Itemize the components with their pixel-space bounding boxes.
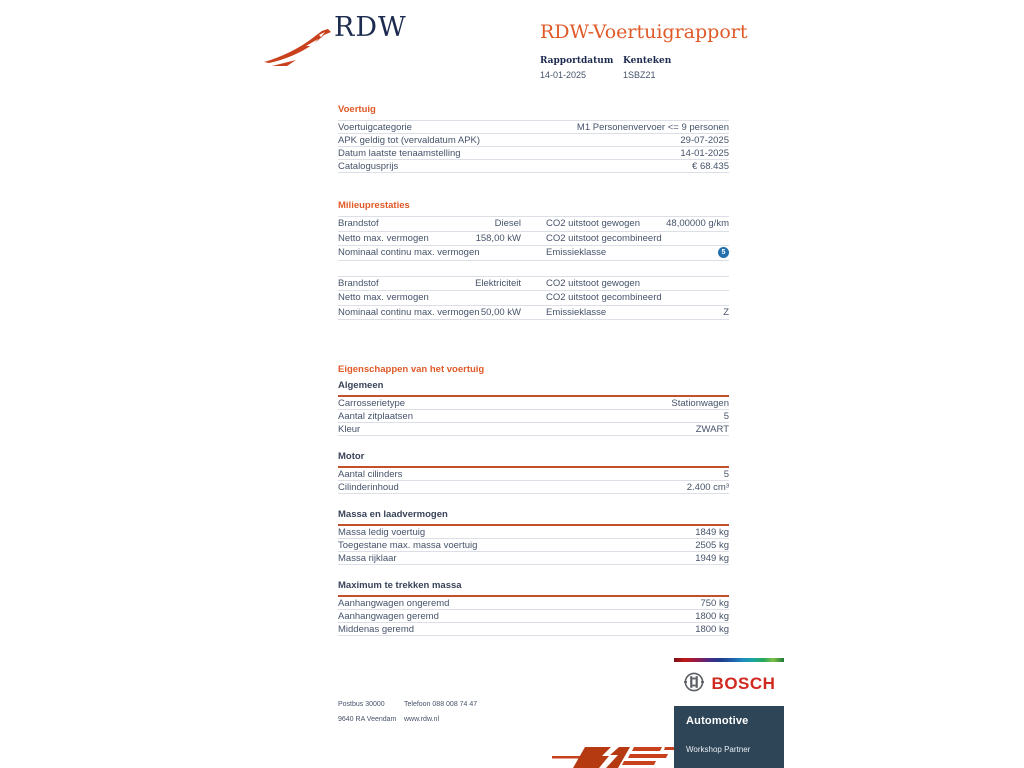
table-row	[338, 306, 729, 321]
row-label: Aantal cilinders	[338, 468, 403, 480]
row-label: CO2 uitstoot gewogen	[546, 277, 641, 289]
row-label: Massa ledig voertuig	[338, 526, 426, 538]
row-label: Catalogusprijs	[338, 160, 399, 172]
table-row	[338, 597, 729, 610]
voertuig-table	[338, 120, 729, 173]
row-value: ZWART	[695, 423, 729, 435]
row-label: Datum laatste tenaamstelling	[338, 147, 461, 159]
row-label: Netto max. vermogen	[338, 292, 429, 304]
bosch-wordmark: BOSCH	[711, 674, 776, 693]
report-date-label: Rapportdatum	[540, 56, 614, 66]
report-date-value: 14-01-2025	[540, 70, 587, 80]
table-row	[338, 397, 729, 410]
row-value: 48,00000 g/km	[666, 218, 729, 230]
row-label: Aantal zitplaatsen	[338, 410, 413, 422]
row-label: Cilinderinhoud	[338, 481, 399, 493]
table-row	[338, 246, 729, 261]
section-title-milieuprestaties: Milieuprestaties	[338, 200, 410, 211]
license-plate	[623, 56, 706, 80]
table-row	[338, 610, 729, 623]
subsection-title: Motor	[338, 451, 729, 468]
row-value: 5	[723, 410, 729, 422]
row-label: Carrosserietype	[338, 397, 406, 409]
table-row	[338, 410, 729, 423]
table-row	[338, 232, 729, 247]
row-label: CO2 uitstoot gewogen	[546, 218, 641, 230]
emission-class-badge: 5	[718, 247, 729, 258]
footer-address-line2: 9640 RA Veendam	[338, 716, 397, 723]
subsection-title: Massa en laadvermogen	[338, 509, 729, 526]
rdw-falcon-logo-icon	[262, 26, 334, 70]
footer-website-link[interactable]: www.rdw.nl	[404, 716, 440, 723]
bosch-armature-icon	[683, 671, 705, 698]
table-row	[338, 121, 729, 134]
subsection-algemeen	[338, 380, 729, 436]
row-value: 29-07-2025	[680, 134, 729, 146]
bosch-partner-label: Workshop Partner	[686, 745, 751, 754]
table-row	[338, 539, 729, 552]
bosch-partner-block	[674, 658, 784, 768]
row-label: Emissieklasse	[546, 306, 607, 318]
subsection-motor	[338, 451, 729, 494]
subsection-title: Maximum te trekken massa	[338, 580, 729, 597]
rdw-falcon-logo-partial-icon	[548, 741, 678, 768]
row-value: 5	[723, 468, 729, 480]
row-value: Diesel	[494, 218, 521, 230]
report-meta	[540, 56, 706, 80]
trekken-massa-table	[338, 597, 729, 636]
row-label: Aanhangwagen ongeremd	[338, 597, 450, 609]
row-label: Brandstof	[338, 277, 379, 289]
row-label: CO2 uitstoot gecombineerd	[546, 232, 662, 244]
subsection-title: Algemeen	[338, 380, 729, 397]
table-row	[338, 147, 729, 160]
rdw-brand-wordmark: RDW	[334, 12, 407, 43]
table-row	[338, 291, 729, 306]
footer-address-line1: Postbus 30000	[338, 701, 385, 708]
row-label: Emissieklasse	[546, 247, 607, 259]
subsection-massa	[338, 509, 729, 565]
page-title: RDW-Voertuigrapport	[540, 21, 748, 43]
footer-contact	[338, 701, 477, 723]
motor-table	[338, 468, 729, 494]
row-value: 50,00 kW	[480, 306, 521, 318]
subsection-trekken-massa	[338, 580, 729, 636]
row-label: Netto max. vermogen	[338, 232, 429, 244]
massa-table	[338, 526, 729, 565]
bosch-logo	[674, 662, 784, 706]
bosch-automotive-panel	[674, 706, 784, 768]
table-row	[338, 526, 729, 539]
milieu-table-electric	[338, 276, 729, 321]
row-value: 1800 kg	[695, 610, 729, 622]
table-row	[338, 423, 729, 436]
bosch-division-label: Automotive	[686, 715, 749, 727]
row-value: 2.400 cm³	[686, 481, 729, 493]
row-value: 1849 kg	[695, 526, 729, 538]
section-title-voertuig: Voertuig	[338, 104, 376, 115]
row-value: 2505 kg	[695, 539, 729, 551]
table-row	[338, 217, 729, 232]
report-date	[540, 56, 623, 80]
footer-phone: Telefoon 088 008 74 47	[404, 701, 478, 708]
row-value: M1 Personenvervoer <= 9 personen	[576, 121, 729, 133]
row-label: Aanhangwagen geremd	[338, 610, 439, 622]
row-value: 1800 kg	[695, 623, 729, 635]
row-label: APK geldig tot (vervaldatum APK)	[338, 134, 481, 146]
row-value: € 68.435	[692, 160, 729, 172]
row-value: 158,00 kW	[475, 232, 521, 244]
table-row	[338, 552, 729, 565]
table-row	[338, 134, 729, 147]
row-value: 1949 kg	[695, 552, 729, 564]
section-title-eigenschappen: Eigenschappen van het voertuig	[338, 364, 485, 375]
table-row	[338, 623, 729, 636]
row-label: Toegestane max. massa voertuig	[338, 539, 478, 551]
row-label: Kleur	[338, 423, 361, 435]
row-value: Stationwagen	[671, 397, 729, 409]
table-row	[338, 277, 729, 292]
row-value: 750 kg	[700, 597, 729, 609]
row-label: Voertuigcategorie	[338, 121, 412, 133]
milieu-table-diesel	[338, 216, 729, 261]
algemeen-table	[338, 397, 729, 436]
row-value: 14-01-2025	[680, 147, 729, 159]
row-label: Brandstof	[338, 218, 379, 230]
license-plate-value: 1SBZ21	[623, 70, 656, 80]
row-value: Elektriciteit	[475, 277, 521, 289]
row-value: Z	[723, 306, 729, 318]
table-row	[338, 468, 729, 481]
table-row	[338, 481, 729, 494]
row-label: CO2 uitstoot gecombineerd	[546, 292, 662, 304]
row-label: Nominaal continu max. vermogen	[338, 306, 480, 318]
row-label: Nominaal continu max. vermogen	[338, 247, 480, 259]
report-body	[338, 104, 729, 636]
table-row	[338, 160, 729, 173]
row-label: Middenas geremd	[338, 623, 415, 635]
license-plate-label: Kenteken	[623, 56, 672, 66]
row-label: Massa rijklaar	[338, 552, 397, 564]
